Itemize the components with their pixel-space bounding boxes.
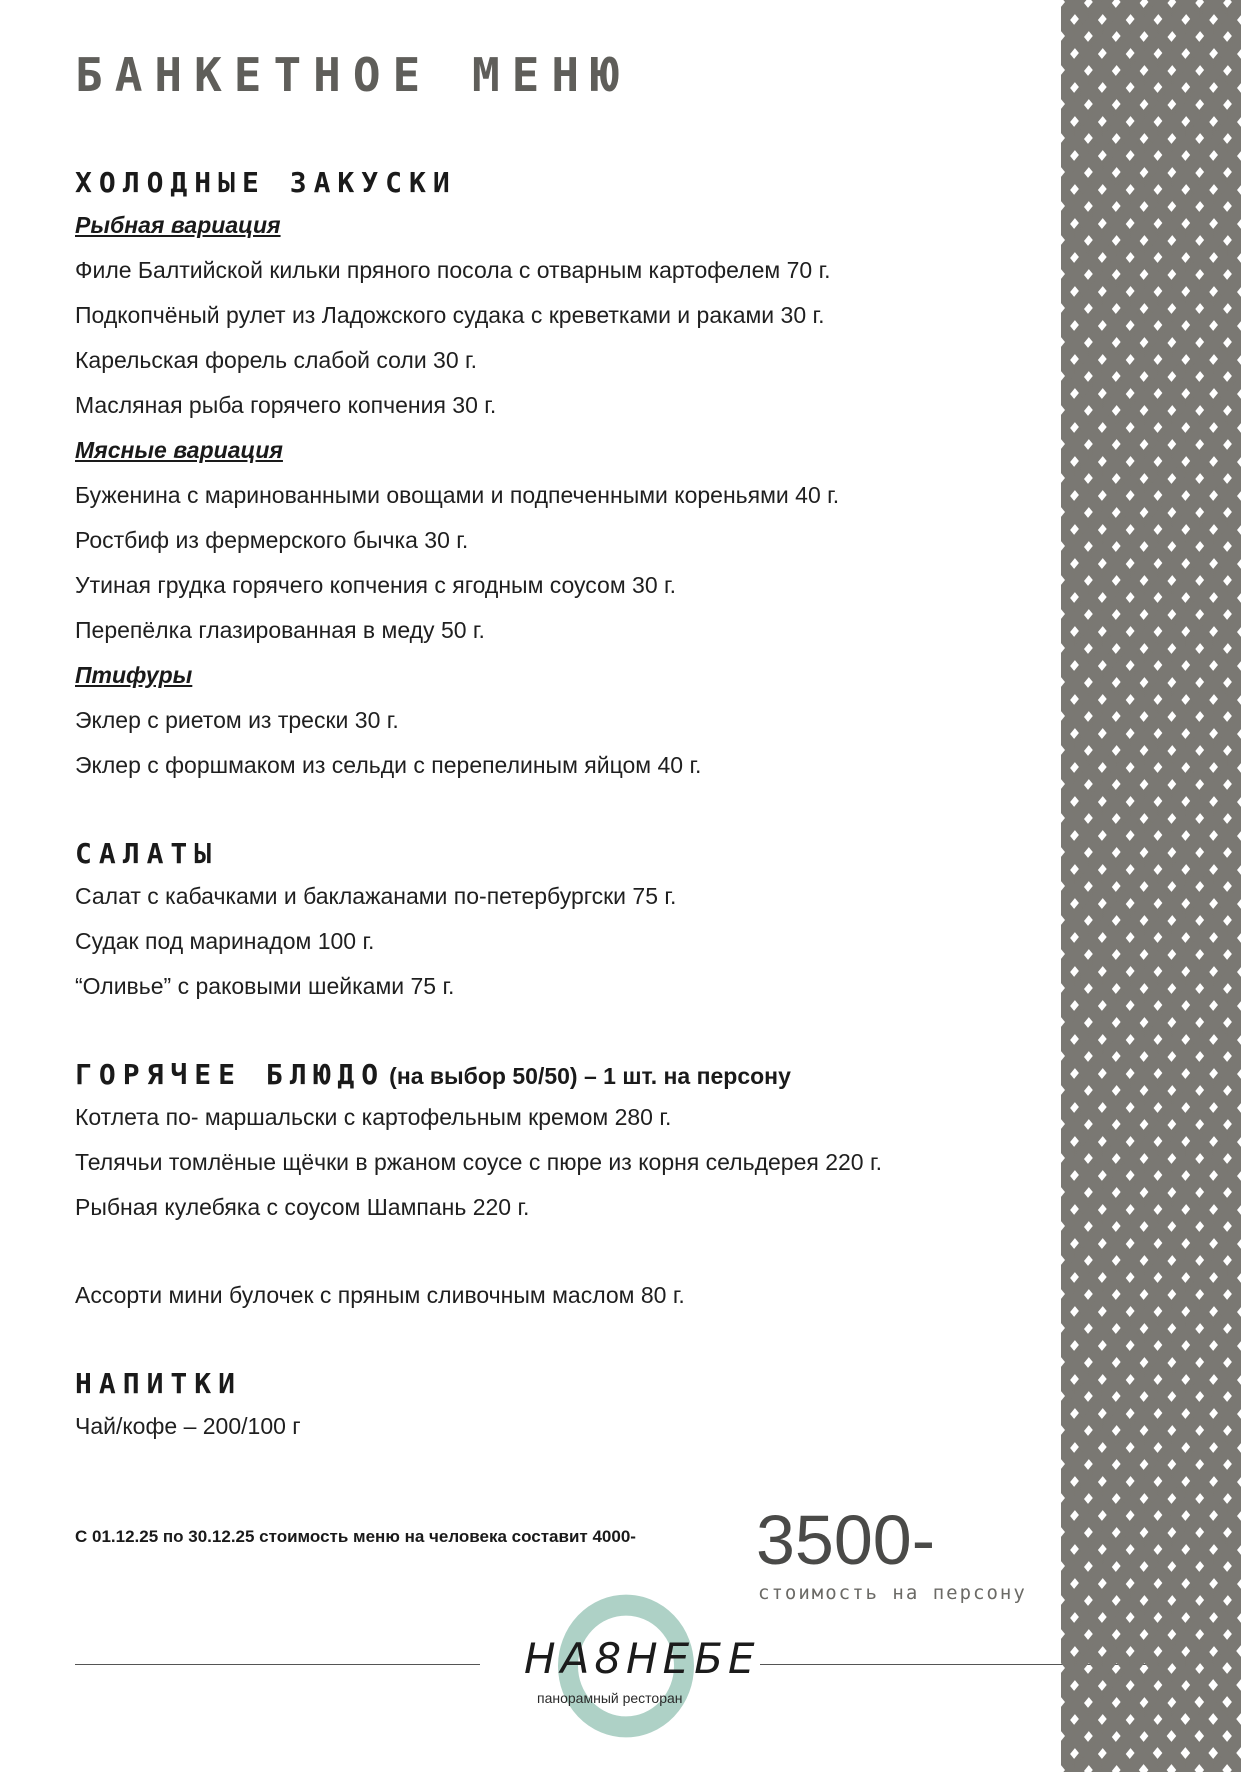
subheading-petit-fours: Птифуры xyxy=(75,662,193,688)
logo-subtitle: панорамный ресторан xyxy=(537,1690,683,1706)
section-heading-hot xyxy=(75,1055,1035,1095)
menu-item: Подкопчёный рулет из Ладожского судака с креветками и раками 30 г. xyxy=(75,302,825,328)
logo-wordmark: НА8НЕБЕ xyxy=(524,1634,760,1683)
menu-item: Эклер с риетом из трески 30 г. xyxy=(75,707,399,733)
subheading-meat: Мясные вариация xyxy=(75,437,283,463)
menu-item: Филе Балтийской кильки пряного посола с отварным картофелем 70 г. xyxy=(75,257,831,283)
menu-item: “Оливье” с раковыми шейками 75 г. xyxy=(75,973,455,999)
price-value: 3500- xyxy=(756,1501,936,1579)
menu-item: Телячьи томлёные щёчки в ржаном соусе с пюре из корня сельдерея 220 г. xyxy=(75,1149,882,1175)
price-caption: стоимость на персону xyxy=(758,1582,1027,1604)
menu-item-bread: Ассорти мини булочек с пряным сливочным маслом 80 г. xyxy=(75,1282,685,1308)
price-footnote: С 01.12.25 по 30.12.25 стоимость меню на человека составит 4000- xyxy=(75,1527,636,1546)
menu-item: Салат с кабачками и баклажанами по-петербургски 75 г. xyxy=(75,883,677,909)
subheading-fish: Рыбная вариация xyxy=(75,212,281,238)
menu-content xyxy=(75,163,1035,1449)
menu-item: Ростбиф из фермерского бычка 30 г. xyxy=(75,527,469,553)
section-heading-drinks: НАПИТКИ xyxy=(75,1367,243,1400)
restaurant-logo xyxy=(520,1592,760,1762)
page-title: БАНКЕТНОЕ МЕНЮ xyxy=(75,48,631,102)
section-heading-salads: САЛАТЫ xyxy=(75,837,219,870)
menu-item: Буженина с маринованными овощами и подпеченными кореньями 40 г. xyxy=(75,482,840,508)
menu-item: Перепёлка глазированная в меду 50 г. xyxy=(75,617,485,643)
section-heading-hot-note: (на выбор 50/50) – 1 шт. на персону xyxy=(389,1063,791,1089)
menu-item: Утиная грудка горячего копчения с ягодным соусом 30 г. xyxy=(75,572,676,598)
divider-left xyxy=(75,1664,480,1665)
menu-item: Судак под маринадом 100 г. xyxy=(75,928,375,954)
menu-item: Масляная рыба горячего копчения 30 г. xyxy=(75,392,497,418)
menu-item: Карельская форель слабой соли 30 г. xyxy=(75,347,478,373)
section-heading-cold: ХОЛОДНЫЕ ЗАКУСКИ xyxy=(75,166,457,199)
section-heading-hot-title: ГОРЯЧЕЕ БЛЮДО xyxy=(75,1058,386,1091)
menu-item: Чай/кофе – 200/100 г xyxy=(75,1413,301,1439)
menu-item: Котлета по- маршальски с картофельным кремом 280 г. xyxy=(75,1104,672,1130)
decorative-chevron-stripes xyxy=(1061,0,1241,1772)
menu-item: Рыбная кулебяка с соусом Шампань 220 г. xyxy=(75,1194,530,1220)
menu-item: Эклер с форшмаком из сельди с перепелиным яйцом 40 г. xyxy=(75,752,702,778)
